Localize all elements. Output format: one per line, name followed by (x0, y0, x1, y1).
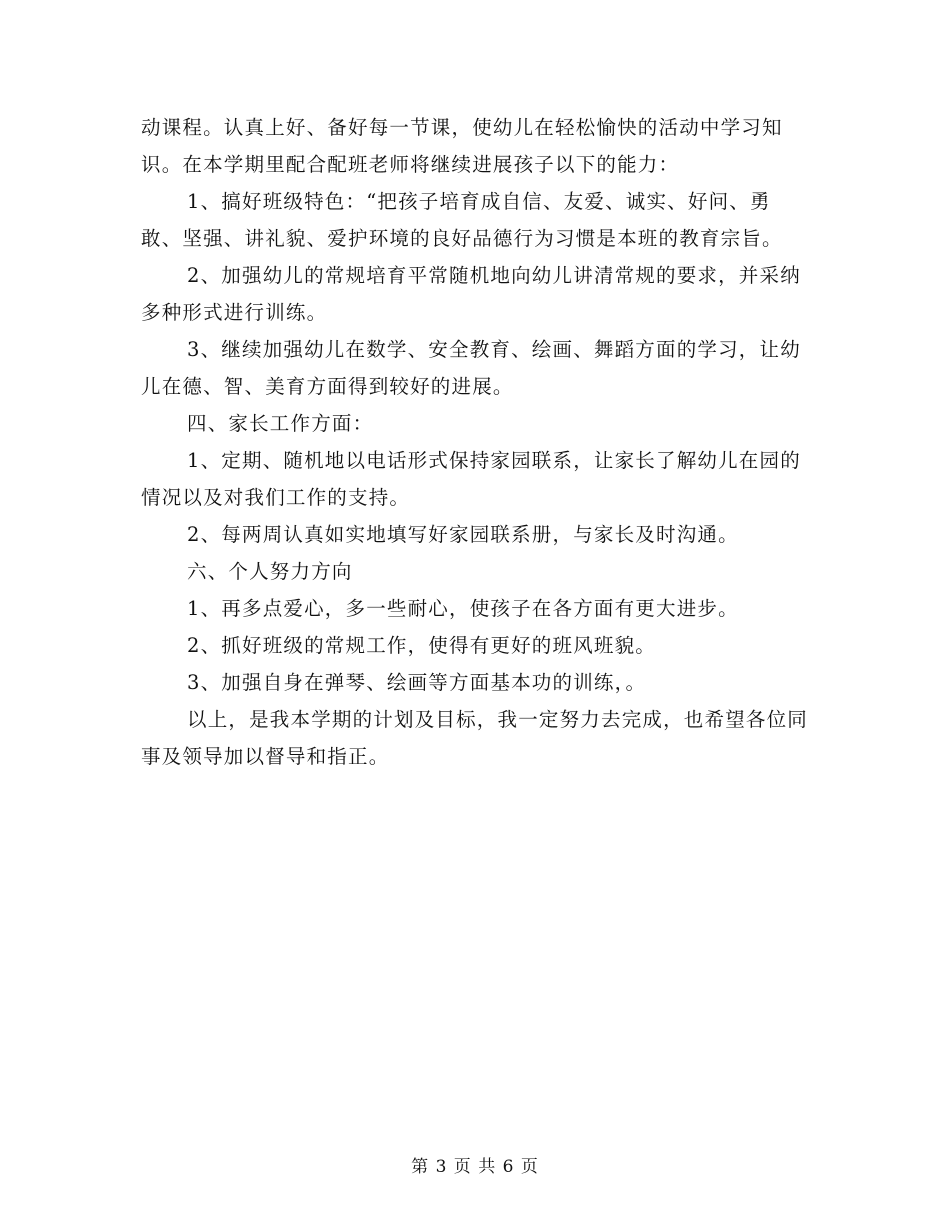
section-heading-personal: 六、个人努力方向 (187, 560, 353, 583)
paragraph-6: 1、定期、随机地以电话形式保持家园联系，让家长了解幼儿在园的情况以及对我们工作的支持。 (141, 449, 801, 509)
paragraph-2: 1、搞好班级特色：“把孩子培育成自信、友爱、诚实、好问、勇敢、坚强、讲礼貌、爱护环境的良好品德行为习惯是本班的教育宗旨。 (141, 190, 783, 250)
paragraph-1: 动课程。认真上好、备好每一节课，使幼儿在轻松愉快的活动中学习知识。在本学期里配合配班老师将继续进展孩子以下的能力： (141, 116, 783, 176)
document-body (141, 109, 811, 775)
paragraph-9: 1、再多点爱心，多一些耐心，使孩子在各方面有更大进步。 (187, 597, 739, 620)
section-heading-parents: 四、家长工作方面： (187, 412, 374, 435)
paragraph-4: 3、继续加强幼儿在数学、安全教育、绘画、舞蹈方面的学习，让幼儿在德、智、美育方面得到较好的进展。 (141, 338, 801, 398)
paragraph-10: 2、抓好班级的常规工作，使得有更好的班风班貌。 (187, 634, 657, 657)
paragraph-3: 2、加强幼儿的常规培育平常随机地向幼儿讲清常规的要求，并采纳多种形式进行训练。 (141, 264, 801, 324)
paragraph-11: 3、加强自身在弹琴、绘画等方面基本功的训练，。 (187, 671, 647, 694)
paragraph-conclusion: 以上，是我本学期的计划及目标，我一定努力去完成，也希望各位同事及领导加以督导和指正。 (141, 708, 809, 768)
paragraph-7: 2、每两周认真如实地填写好家园联系册，与家长及时沟通。 (187, 523, 739, 546)
page-number-footer: 第 3 页 共 6 页 (411, 1157, 539, 1177)
